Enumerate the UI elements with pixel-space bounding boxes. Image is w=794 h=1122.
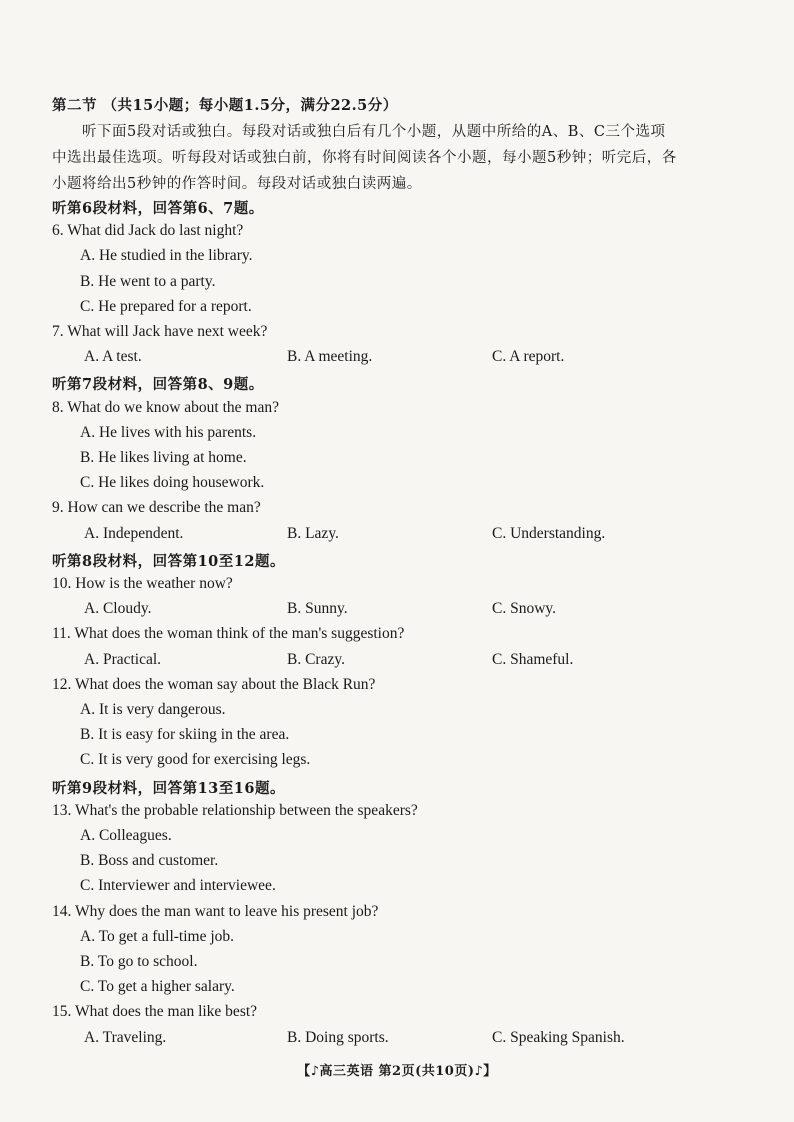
answer-option: B. Crazy.	[287, 650, 345, 668]
question-text: 8. What do we know about the man?	[52, 398, 279, 416]
material-heading: 听第9段材料，回答第13至16题。	[52, 779, 285, 797]
answer-option: B. To go to school.	[80, 953, 198, 970]
answer-option: C. Snowy.	[492, 600, 557, 618]
answer-option: C. A report.	[492, 348, 565, 366]
answer-option: C. Understanding.	[492, 524, 606, 542]
question-text: 15. What does the man like best?	[52, 1003, 258, 1021]
question-text: 9. How can we describe the man?	[52, 499, 261, 517]
question-text: 12. What does the woman say about the Black Run?	[52, 675, 376, 693]
answer-option: C. Speaking Spanish.	[492, 1028, 625, 1046]
answer-option: B. He likes living at home.	[80, 449, 247, 466]
answer-option: C. To get a higher salary.	[80, 978, 235, 996]
answer-option: B. A meeting.	[287, 348, 373, 366]
answer-option: A. Colleagues.	[80, 827, 172, 844]
instruction-line-1: 听下面5段对话或独白。每段对话或独白后有几个小题，从题中所给的A、B、C三个选项	[82, 124, 666, 140]
answer-option: A. Independent.	[84, 524, 184, 542]
material-heading: 听第8段材料，回答第10至12题。	[52, 552, 285, 570]
answer-option: B. Sunny.	[287, 600, 348, 618]
answer-option: C. He likes doing housework.	[80, 474, 265, 492]
answer-option: A. Traveling.	[84, 1028, 167, 1046]
material-heading: 听第6段材料，回答第6、7题。	[52, 200, 264, 217]
question-text: 13. What's the probable relationship between the speakers?	[52, 801, 418, 819]
answer-option: B. Lazy.	[287, 524, 339, 542]
answer-option: A. Cloudy.	[84, 600, 152, 618]
answer-option: A. It is very dangerous.	[80, 701, 226, 718]
instruction-line-2: 中选出最佳选项。听每段对话或独白前，你将有时间阅读各个小题，每小题5秒钟；听完后，各	[52, 150, 677, 166]
answer-option: B. Boss and customer.	[80, 852, 219, 870]
answer-option: A. Practical.	[84, 650, 162, 668]
page-footer: 【♪高三英语 第2页(共10页)♪】	[297, 1064, 497, 1079]
question-text: 7. What will Jack have next week?	[52, 323, 268, 340]
answer-option: B. It is easy for skiing in the area.	[80, 726, 290, 744]
question-text: 14. Why does the man want to leave his present job?	[52, 902, 379, 920]
answer-option: A. He studied in the library.	[80, 247, 253, 265]
answer-option: C. Interviewer and interviewee.	[80, 877, 276, 895]
answer-option: B. Doing sports.	[287, 1028, 389, 1046]
section-heading: 第二节 （共15小题；每小题1.5分，满分22.5分）	[52, 97, 398, 114]
question-text: 6. What did Jack do last night?	[52, 222, 244, 240]
answer-option: C. Shameful.	[492, 650, 574, 668]
answer-option: A. To get a full-time job.	[80, 927, 235, 945]
question-text: 10. How is the weather now?	[52, 575, 233, 592]
material-heading: 听第7段材料，回答第8、9题。	[52, 376, 264, 394]
answer-option: A. A test.	[84, 348, 142, 366]
answer-option: B. He went to a party.	[80, 272, 216, 290]
answer-option: C. It is very good for exercising legs.	[80, 751, 311, 769]
instruction-line-3: 小题将给出5秒钟的作答时间。每段对话或独白读两遍。	[52, 176, 422, 192]
question-text: 11. What does the woman think of the man's suggestion?	[52, 625, 405, 643]
answer-option: A. He lives with his parents.	[80, 423, 257, 441]
answer-option: C. He prepared for a report.	[80, 297, 252, 315]
